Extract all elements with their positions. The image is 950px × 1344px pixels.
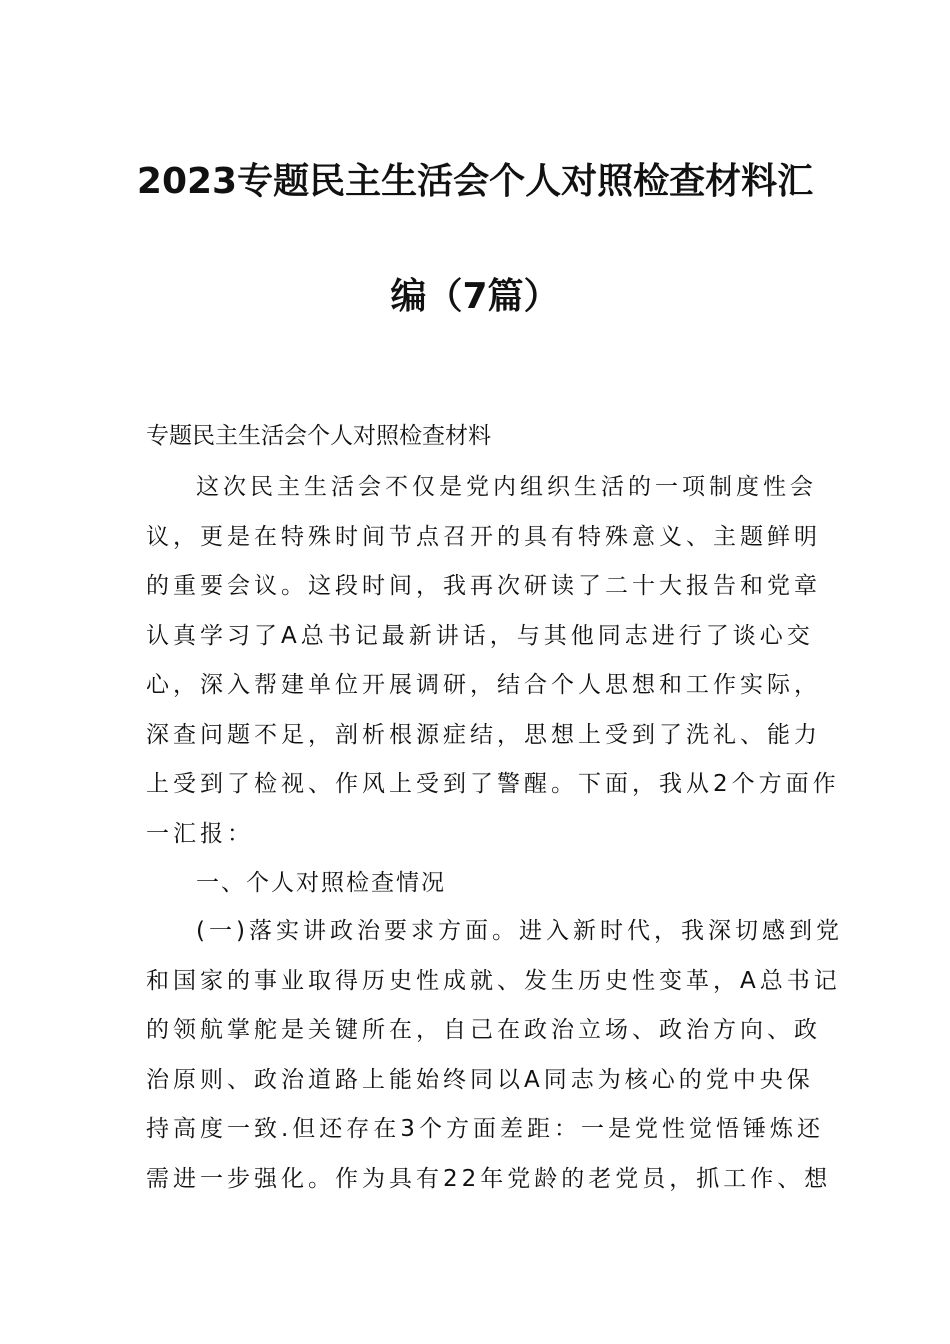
paragraph-line: 认真学习了A总书记最新讲话，与其他同志进行了谈心交 <box>146 622 814 649</box>
paragraph-line: 这次民主生活会不仅是党内组织生活的一项制度性会 <box>196 474 817 500</box>
document-title-line-1: 2023专题民主生活会个人对照检查材料汇 <box>136 161 814 202</box>
subsection-heading: 一、个人对照检查情况 <box>196 870 446 896</box>
paragraph-line: 心，深入帮建单位开展调研，结合个人思想和工作实际， <box>146 672 821 698</box>
paragraph-line: 持高度一致.但还存在3个方面差距：一是党性觉悟锤炼还 <box>146 1116 824 1142</box>
section-heading: 专题民主生活会个人对照检查材料 <box>146 423 491 449</box>
paragraph-line: (一)落实讲政治要求方面。进入新时代，我深切感到党 <box>196 918 843 944</box>
paragraph-line: 治原则、政治道路上能始终同以A同志为核心的党中央保 <box>146 1066 814 1093</box>
paragraph-line: 需进一步强化。作为具有22年党龄的老党员，抓工作、想 <box>146 1165 832 1192</box>
paragraph-line: 的重要会议。这段时间，我再次研读了二十大报告和党章 <box>146 573 821 599</box>
paragraph-line: 的领航掌舵是关键所在，自己在政治立场、政治方向、政 <box>146 1017 821 1043</box>
paragraph-line: 上受到了检视、作风上受到了警醒。下面，我从2个方面作 <box>146 771 840 797</box>
paragraph-line: 深查问题不足，剖析根源症结，思想上受到了洗礼、能力 <box>146 721 821 748</box>
document-title-line-2: 编（7篇） <box>390 276 560 317</box>
paragraph-line: 和国家的事业取得历史性成就、发生历史性变革，A总书记 <box>146 967 841 994</box>
paragraph-line: 议，更是在特殊时间节点召开的具有特殊意义、主题鲜明 <box>146 523 821 550</box>
paragraph-political <box>146 907 843 1204</box>
paragraph-line: 一汇报： <box>146 820 254 847</box>
paragraph-intro <box>146 463 840 859</box>
